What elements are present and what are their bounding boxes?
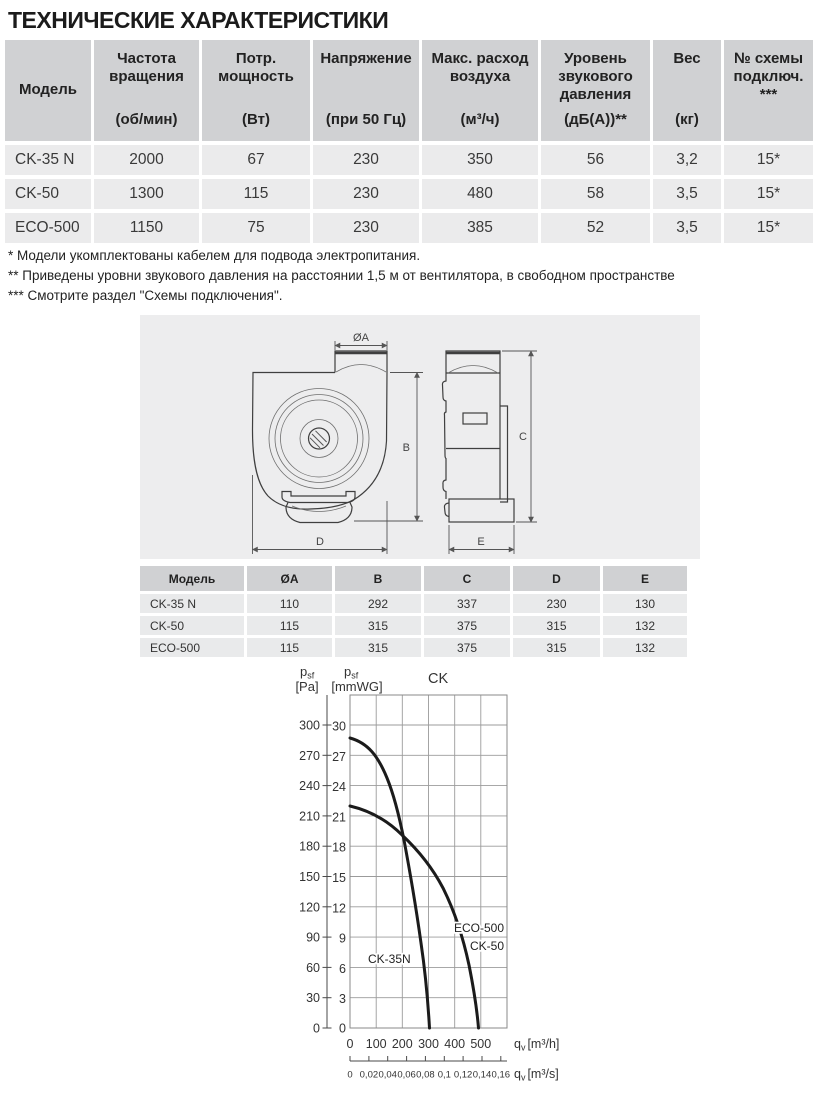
svg-text:30: 30 [306, 991, 320, 1006]
spec-cell: 56 [541, 145, 650, 175]
svg-text:0,12: 0,12 [453, 1069, 473, 1081]
col-label: Напряжение [320, 50, 412, 67]
dims-cell: 130 [603, 594, 687, 613]
fan-drawing-svg [140, 315, 700, 559]
dim-label-e: E [477, 536, 485, 548]
dim-e [449, 525, 514, 554]
svg-text:0,08: 0,08 [416, 1069, 435, 1081]
footnote-2: ** Приведены уровни звукового давления на расстоянии 1,5 м от вентилятора, в свободном пространстве [8, 268, 675, 283]
spec-col-header-model [5, 40, 91, 141]
dims-col-header: B [335, 566, 421, 591]
hub-screw [309, 428, 330, 449]
svg-text:300: 300 [418, 1037, 439, 1051]
col-label: Частота вращения [109, 50, 184, 85]
spec-table [5, 40, 815, 243]
svg-text:0,02: 0,02 [359, 1069, 379, 1081]
spec-col-header-speed [94, 40, 199, 141]
dims-cell: 115 [247, 616, 332, 635]
dims-col-header: ØA [247, 566, 332, 591]
curve-label-ck35n: CK-35N [368, 952, 411, 966]
dims-cell-model: ECO-500 [140, 638, 244, 657]
dimensions-table [140, 566, 687, 657]
spec-cell: 52 [541, 213, 650, 243]
dim-label-c: C [519, 431, 527, 443]
svg-text:9: 9 [339, 931, 346, 946]
col-unit: (кг) [675, 111, 699, 128]
dims-cell: 132 [603, 638, 687, 657]
dims-col-header: D [513, 566, 600, 591]
svg-text:150: 150 [299, 870, 320, 884]
svg-text:0,06: 0,06 [397, 1069, 416, 1081]
dims-col-header: C [424, 566, 510, 591]
dims-cell: 230 [513, 594, 600, 613]
spec-cell: 15* [724, 145, 813, 175]
dims-cell: 292 [335, 594, 421, 613]
dims-cell-model: CK-50 [140, 616, 244, 635]
spec-cell: 230 [313, 213, 419, 243]
svg-text:500: 500 [470, 1037, 492, 1051]
spec-col-header-weight [653, 40, 721, 141]
spec-cell: 230 [313, 145, 419, 175]
dims-cell: 110 [247, 594, 332, 613]
page-title: ТЕХНИЧЕСКИЕ ХАРАКТЕРИСТИКИ [8, 7, 389, 33]
col-sub: *** [759, 86, 778, 103]
spec-col-header-voltage [313, 40, 419, 141]
svg-text:300: 300 [299, 718, 320, 733]
spec-cell: 2000 [94, 145, 199, 175]
dims-cell: 315 [335, 638, 421, 657]
svg-text:210: 210 [299, 809, 320, 824]
svg-text:18: 18 [332, 840, 346, 855]
spec-col-header-scheme [724, 40, 813, 141]
spec-cell: 3,2 [653, 145, 721, 175]
col-label: Потр. мощность [218, 50, 294, 85]
svg-text:qv[m³/h]: $q_v$ [m³/h] [514, 1037, 560, 1053]
col-unit: (об/мин) [115, 111, 178, 128]
spec-cell: 350 [422, 145, 538, 175]
svg-text:[mmWG]: [mmWG] [331, 679, 383, 694]
spec-cell-model: ECO-500 [5, 213, 91, 243]
col-unit: (Вт) [242, 111, 270, 128]
svg-text:24: 24 [332, 780, 346, 795]
pa-tick-labels [299, 719, 320, 1036]
performance-chart [280, 660, 610, 1091]
curve-label-ck50: CK-50 [469, 939, 504, 953]
svg-text:0,1: 0,1 [437, 1069, 451, 1081]
footnote-1: * Модели укомплектованы кабелем для подвода электропитания. [8, 248, 421, 263]
col-label: Вес [673, 50, 701, 67]
x1-tick-labels [347, 1037, 560, 1053]
pa-axis [323, 695, 332, 1028]
spec-cell: 15* [724, 179, 813, 209]
spec-cell: 480 [422, 179, 538, 209]
svg-text:6: 6 [339, 961, 346, 976]
curve-label-eco500: ECO-500 [453, 921, 504, 935]
svg-text:180: 180 [299, 839, 320, 854]
dims-cell: 115 [247, 638, 332, 657]
spec-cell: 115 [202, 179, 310, 209]
col-unit: (при 50 Гц) [325, 111, 407, 128]
dims-col-header: Модель [140, 566, 244, 591]
dims-cell: 132 [603, 616, 687, 635]
col-unit: (дБ(А))** [564, 111, 627, 128]
dims-cell: 315 [335, 616, 421, 635]
dim-label-b: B [402, 442, 410, 454]
svg-text:30: 30 [332, 719, 346, 734]
dim-d [253, 475, 388, 554]
spec-cell: 3,5 [653, 179, 721, 209]
mmwg-tick-labels [332, 720, 346, 1036]
svg-text:0,16: 0,16 [491, 1069, 511, 1081]
svg-text:0: 0 [339, 1021, 346, 1036]
svg-text:[Pa]: [Pa] [295, 679, 319, 694]
svg-text:0: 0 [347, 1069, 353, 1081]
svg-text:15: 15 [332, 871, 346, 885]
dims-cell: 337 [424, 594, 510, 613]
spec-cell: 1300 [94, 179, 199, 209]
svg-text:3: 3 [339, 992, 346, 1007]
spec-col-header-power [202, 40, 310, 141]
dimensional-drawing [140, 315, 700, 559]
spec-cell-model: CK-35 N [5, 145, 91, 175]
dims-cell: 375 [424, 616, 510, 635]
spec-col-header-airflow [422, 40, 538, 141]
col-label: Уровень звукового давления [558, 50, 633, 103]
svg-text:0,04: 0,04 [378, 1069, 397, 1081]
svg-text:21: 21 [332, 810, 346, 825]
chart-title: CK [428, 671, 449, 687]
svg-text:0,14: 0,14 [472, 1069, 492, 1081]
svg-text:12: 12 [332, 901, 346, 916]
fan-front-view [253, 332, 424, 554]
chart-grid [350, 695, 507, 1028]
fan-side-view [442, 351, 537, 554]
spec-cell: 75 [202, 213, 310, 243]
dims-cell-model: CK-35 N [140, 594, 244, 613]
svg-text:270: 270 [299, 748, 320, 763]
spec-cell: 1150 [94, 213, 199, 243]
dim-label-d: D [316, 536, 324, 548]
spec-cell: 15* [724, 213, 813, 243]
dim-b [354, 373, 423, 522]
footnotes [8, 246, 675, 306]
dims-cell: 375 [424, 638, 510, 657]
svg-text:0: 0 [346, 1037, 354, 1051]
spec-cell: 230 [313, 179, 419, 209]
svg-text:120: 120 [299, 900, 320, 915]
col-label: № схемы подключ. [733, 50, 804, 85]
spec-cell: 58 [541, 179, 650, 209]
svg-text:qv[m³/s]: $q_v$ [m³/s] [514, 1067, 559, 1083]
col-label: Макс. расход воздуха [431, 50, 529, 85]
svg-text:200: 200 [391, 1037, 413, 1051]
spec-col-header-noise [541, 40, 650, 141]
svg-text:psf: psf [344, 664, 359, 681]
performance-chart-svg [280, 660, 610, 1091]
y-axis-titles [295, 664, 382, 694]
dim-label-a: ØA [353, 332, 369, 344]
col-unit: (м³/ч) [460, 111, 500, 128]
curve-eco500-ck50 [350, 806, 479, 1028]
svg-text:27: 27 [332, 749, 346, 764]
spec-cell: 3,5 [653, 213, 721, 243]
footnote-3: *** Смотрите раздел "Схемы подключения". [8, 288, 283, 303]
svg-text:0: 0 [313, 1021, 320, 1036]
curve-ck35n [350, 738, 430, 1028]
dims-col-header: E [603, 566, 687, 591]
svg-text:100: 100 [365, 1037, 387, 1051]
svg-text:90: 90 [306, 930, 320, 945]
svg-text:60: 60 [306, 960, 320, 975]
svg-text:240: 240 [299, 779, 320, 794]
spec-cell: 385 [422, 213, 538, 243]
col-label: Модель [18, 80, 78, 98]
dim-a [335, 332, 387, 350]
spec-cell: 67 [202, 145, 310, 175]
dims-cell: 315 [513, 616, 600, 635]
svg-text:400: 400 [444, 1037, 466, 1051]
x2-scale [347, 1056, 558, 1083]
dims-cell: 315 [513, 638, 600, 657]
spec-cell-model: CK-50 [5, 179, 91, 209]
svg-text:psf: psf [300, 664, 315, 681]
